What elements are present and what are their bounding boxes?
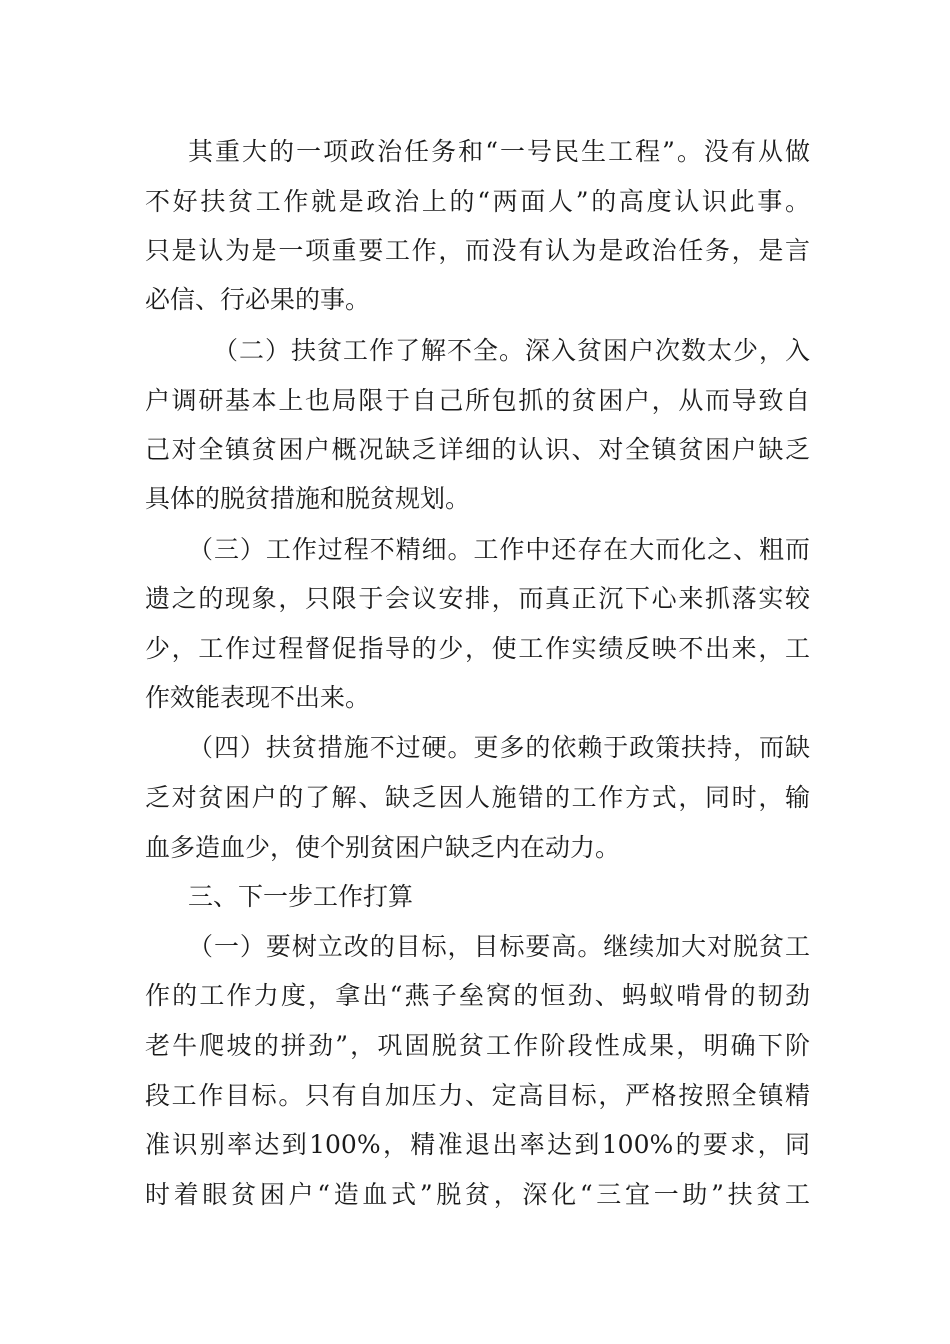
text-line: 具体的脱贫措施和脱贫规划。 <box>145 484 471 513</box>
text-line: 己对全镇贫困户概况缺乏详细的认识、对全镇贫困户缺乏 <box>145 435 810 464</box>
text-line: 老牛爬坡的拼劲”，巩固脱贫工作阶段性成果，明确下阶 <box>145 1031 810 1060</box>
text-line: 遗之的现象，只限于会议安排，而真正沉下心来抓落实较 <box>145 584 810 613</box>
text-line: 必信、行必果的事。 <box>145 285 371 314</box>
text-line: （一）要树立改的目标，目标要高。继续加大对脱贫工 <box>188 932 810 961</box>
text-line: 其重大的一项政治任务和“一号民生工程”。没有从做 <box>188 137 810 166</box>
section-heading: 三、下一步工作打算 <box>188 882 414 911</box>
text-line: （三）工作过程不精细。工作中还存在大而化之、粗而 <box>188 535 810 564</box>
text-line: 不好扶贫工作就是政治上的“两面人”的高度认识此事。 <box>145 187 810 216</box>
text-line: 作的工作力度，拿出“燕子垒窝的恒劲、蚂蚁啃骨的韧劲 <box>145 981 810 1010</box>
text-line: （四）扶贫措施不过硬。更多的依赖于政策扶持，而缺 <box>188 733 810 762</box>
text-line: （二）扶贫工作了解不全。深入贫困户次数太少，入 <box>213 336 810 365</box>
text-line: 只是认为是一项重要工作，而没有认为是政治任务，是言 <box>145 236 810 265</box>
text-line: 段工作目标。只有自加压力、定高目标，严格按照全镇精 <box>145 1081 810 1110</box>
text-line: 准识别率达到100%，精准退出率达到100%的要求，同 <box>145 1130 810 1159</box>
text-line: 户调研基本上也局限于自己所包抓的贫困户，从而导致自 <box>145 386 810 415</box>
text-line: 乏对贫困户的了解、缺乏因人施错的工作方式，同时，输 <box>145 783 810 812</box>
text-line: 作效能表现不出来。 <box>145 683 371 712</box>
text-line: 少，工作过程督促指导的少，使工作实绩反映不出来，工 <box>145 634 810 663</box>
text-line: 血多造血少，使个别贫困户缺乏内在动力。 <box>145 833 621 862</box>
text-line: 时着眼贫困户“造血式”脱贫，深化“三宜一助”扶贫工 <box>145 1180 810 1209</box>
